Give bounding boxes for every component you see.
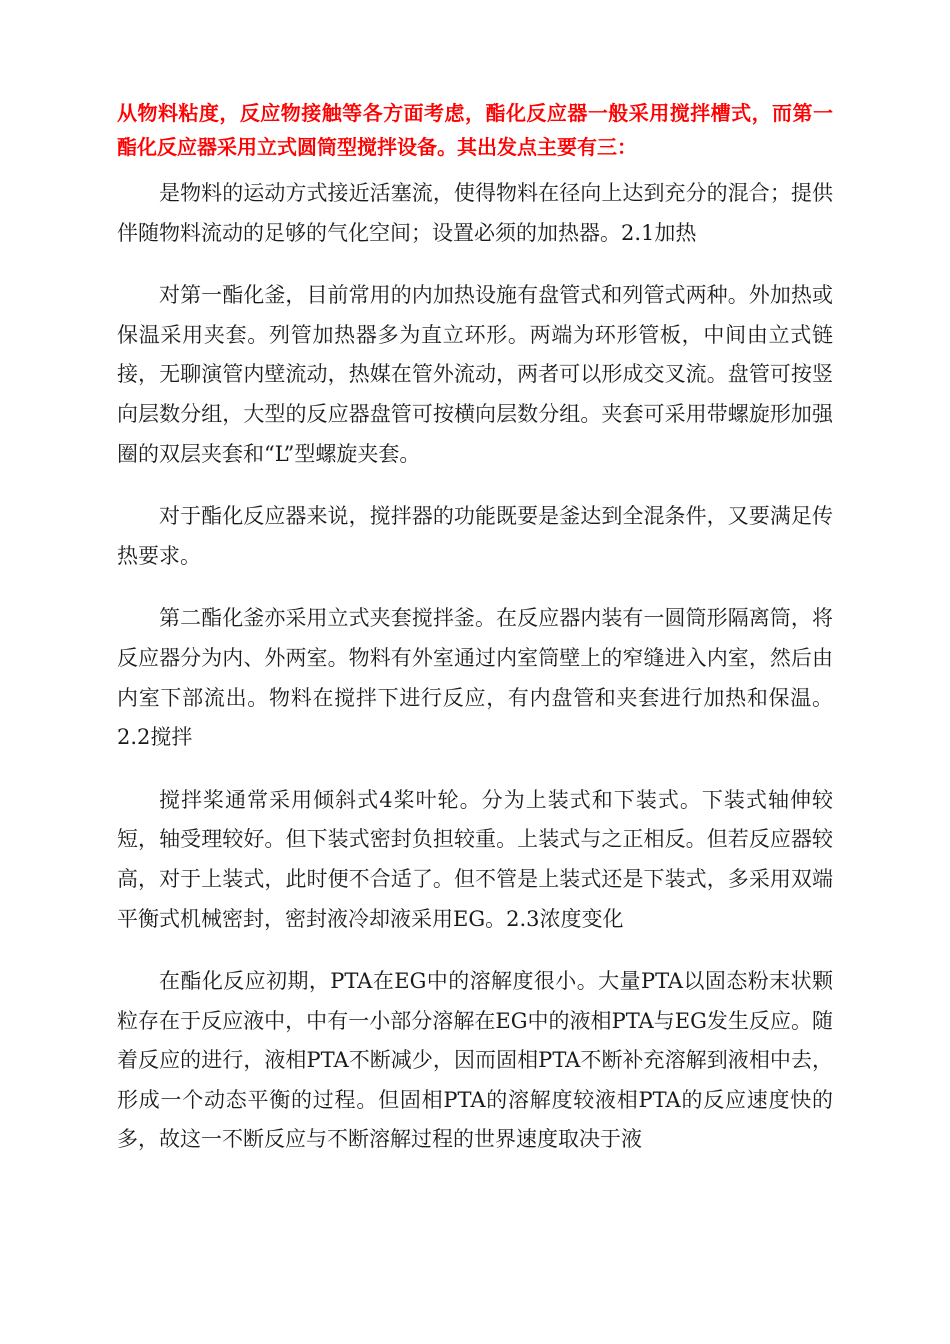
paragraph-6: 在酯化反应初期，PTA在EG中的溶解度很小。大量PTA以固态粉末状颗粒存在于反应液中，中有一小部分溶解在EG中的液相PTA与EG发生反应。随着反应的进行，液相PTA不断减少，因而固相PTA不断补充溶解到液相中去，形成一个动态平衡的过程。但固相PTA的溶解度较液相PTA的反应速度快的多，故这一不断反应与不断溶解过程的世界速度取决于液 [117, 969, 833, 1152]
paragraph-1: 是物料的运动方式接近活塞流，使得物料在径向上达到充分的混合；提供伴随物料流动的足够的气化空间；设置必须的加热器。2.1加热 [117, 181, 833, 245]
paragraph-3: 对于酯化反应器来说，搅拌器的功能既要是釜达到全混条件，又要满足传热要求。 [117, 504, 833, 568]
document-body [117, 96, 833, 1183]
paragraph-2: 对第一酯化釜，目前常用的内加热设施有盘管式和列管式两种。外加热或保温采用夹套。列管加热器多为直立环形。两端为环形管板，中间由立式链接，无聊演管内壁流动，热媒在管外流动，两者可以形成交叉流。盘管可按竖向层数分组，大型的反应器盘管可按横向层数分组。夹套可采用带螺旋形加强圈的双层夹套和“L”型螺旋夹套。 [117, 283, 833, 466]
paragraph-4: 第二酯化釜亦采用立式夹套搅拌釜。在反应器内装有一圆筒形隔离筒，将反应器分为内、外两室。物料有外室通过内室筒壁上的窄缝进入内室，然后由内室下部流出。物料在搅拌下进行反应，有内盘管和夹套进行加热和保温。2.2搅拌 [117, 606, 833, 750]
paragraph-5: 搅拌桨通常采用倾斜式4桨叶轮。分为上装式和下装式。下装式轴伸较短，轴受理较好。但下装式密封负担较重。上装式与之正相反。但若反应器较高，对于上装式，此时便不合适了。但不管是上装式还是下装式，多采用双端平衡式机械密封，密封液冷却液采用EG。2.3浓度变化 [117, 787, 833, 931]
red-highlighted-heading: 从物料粘度，反应物接触等各方面考虑，酯化反应器一般采用搅拌槽式，而第一酯化反应器采用立式圆筒型搅拌设备。其出发点主要有三： [117, 101, 833, 159]
